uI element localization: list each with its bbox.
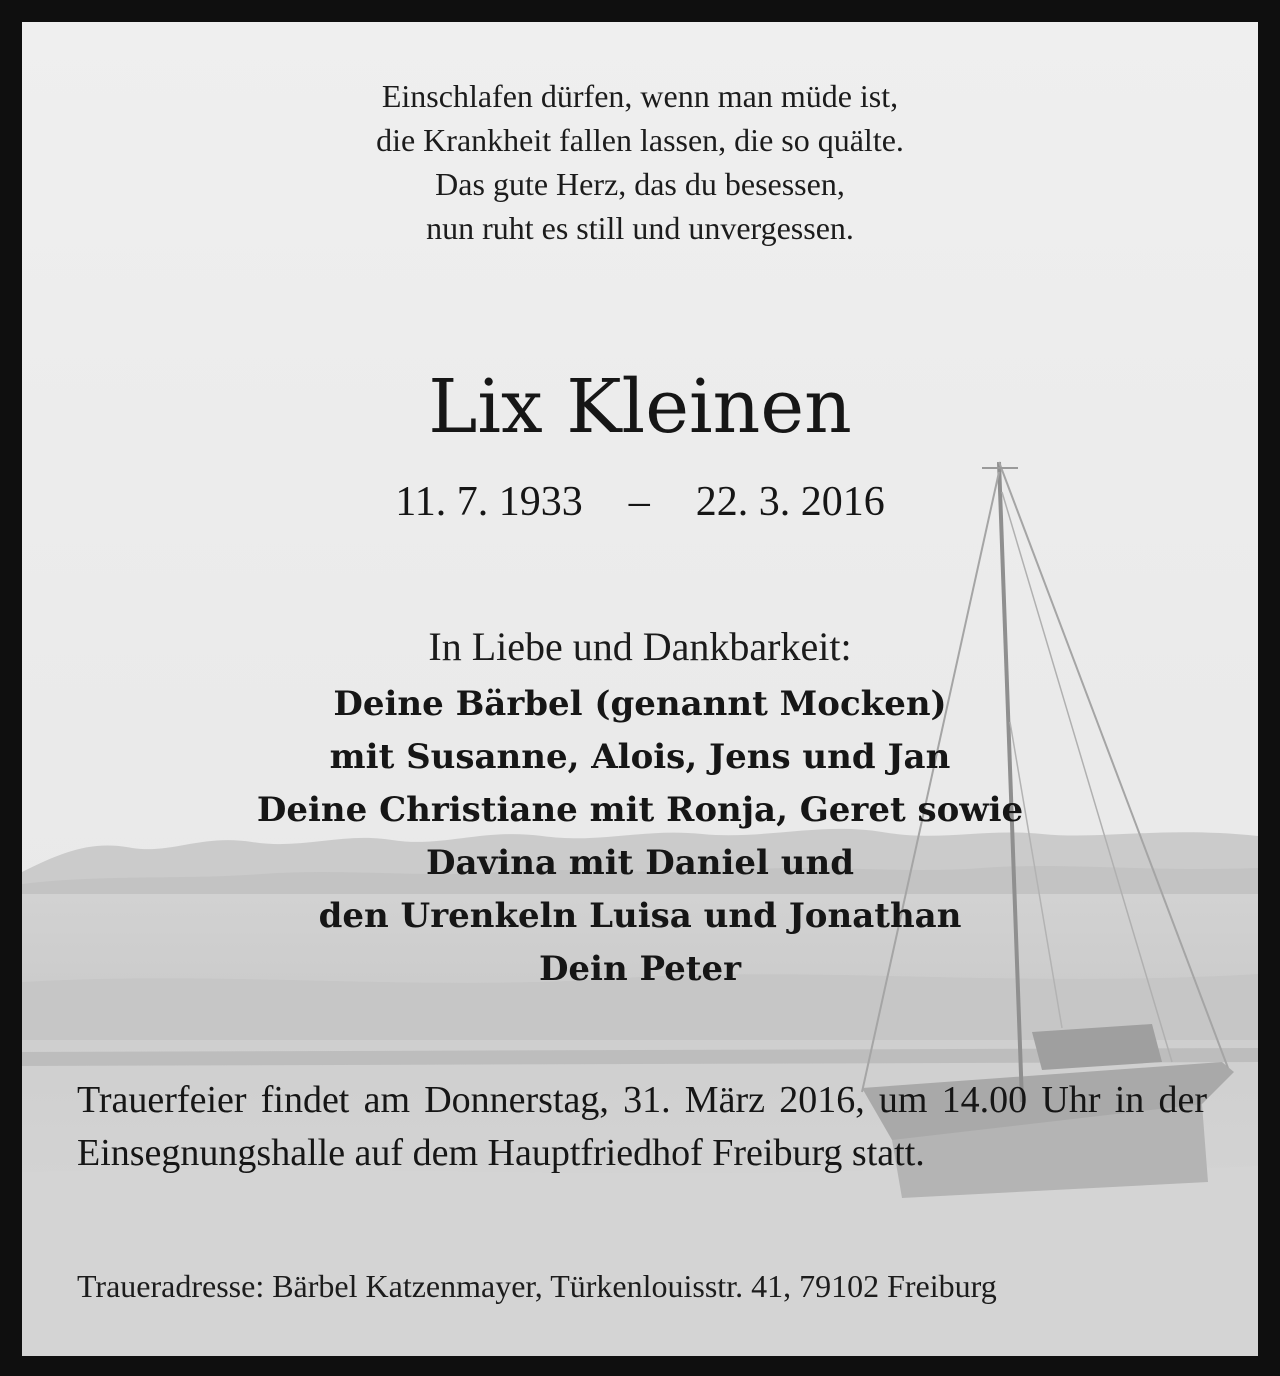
birth-date: 11. 7. 1933 bbox=[395, 479, 583, 525]
mourner-line: mit Susanne, Alois, Jens und Jan bbox=[329, 737, 951, 777]
memorial-poem bbox=[22, 74, 1258, 250]
poem-line: nun ruht es still und unvergessen. bbox=[426, 210, 854, 246]
notice-text bbox=[22, 22, 1258, 1356]
mourner-line: Deine Christiane mit Ronja, Geret sowie bbox=[256, 790, 1024, 830]
mourner-line: Davina mit Daniel und bbox=[426, 843, 854, 883]
dedication-line: In Liebe und Dankbarkeit: bbox=[428, 624, 852, 669]
funeral-service-notice: Trauerfeier findet am Donnerstag, 31. März 2016, um 14.00 Uhr in der Einsegnungshalle auf dem Hauptfriedhof Freiburg statt. bbox=[77, 1079, 1207, 1174]
mourners-list bbox=[22, 678, 1258, 996]
poem-line: Einschlafen dürfen, wenn man müde ist, bbox=[381, 78, 899, 114]
mourner-line: Dein Peter bbox=[538, 949, 742, 989]
mourner-line: den Urenkeln Luisa und Jonathan bbox=[318, 896, 962, 936]
deceased-name: Lix Kleinen bbox=[428, 364, 852, 450]
death-date: 22. 3. 2016 bbox=[695, 479, 885, 525]
life-dates bbox=[22, 474, 1258, 530]
obituary-notice bbox=[22, 22, 1258, 1356]
mourner-line: Deine Bärbel (genannt Mocken) bbox=[333, 684, 947, 724]
poem-line: die Krankheit fallen lassen, die so quälte. bbox=[376, 122, 904, 158]
mourning-address: Traueradresse: Bärbel Katzenmayer, Türkenlouisstr. 41, 79102 Freiburg bbox=[77, 1268, 997, 1304]
poem-line: Das gute Herz, das du besessen, bbox=[435, 166, 845, 202]
date-separator: – bbox=[628, 479, 650, 525]
